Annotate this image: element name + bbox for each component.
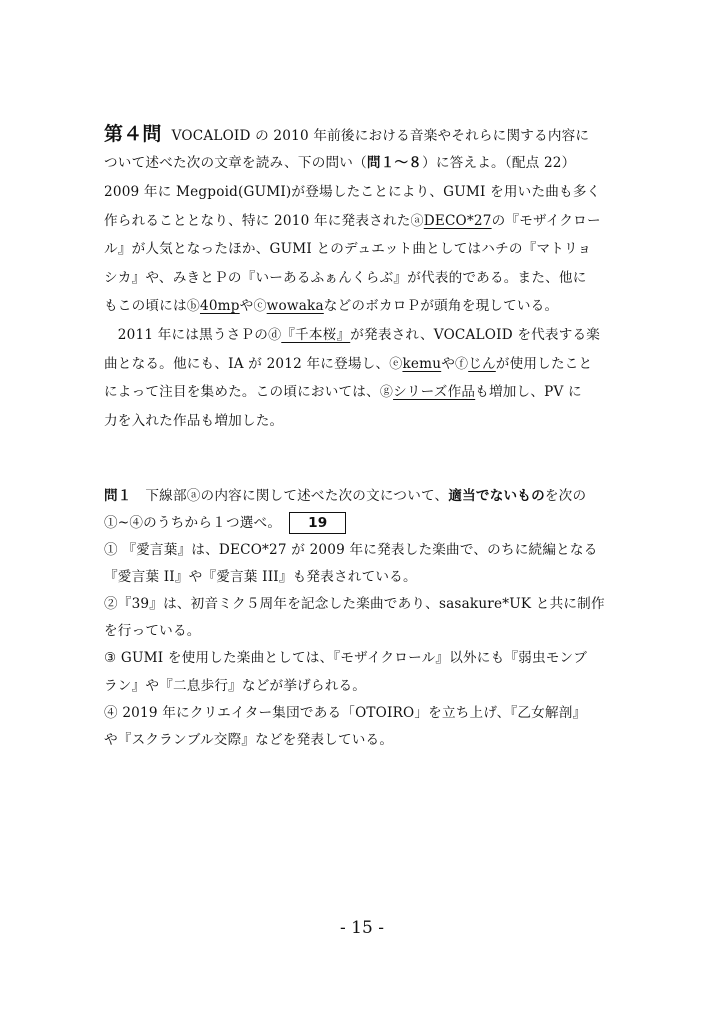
option-3: ③ GUMI を使用した楽曲としては、『モザイクロール』以外にも『弱虫モンブ [104,650,588,666]
underline-b: 40mp [199,298,240,314]
question-header [104,124,624,146]
section-title: 第４問 [104,123,162,145]
marker-g: ⓖ [379,385,394,400]
passage-line-2: 作られることとなり、特に 2010 年に発表されたⓐDECO*27の『モザイクロー [104,213,601,229]
underline-g: シリーズ作品 [393,384,476,400]
option-1: ① 『愛言葉』は、DECO*27 が 2009 年に発表した楽曲で、のちに続編となる [104,542,598,558]
marker-d: ⓓ [268,328,282,343]
option-4: ④ 2019 年にクリエイター集団である「OTOIRO」を立ち上げ、『乙女解剖』 [104,705,587,721]
marker-b: ⓑ [186,299,200,314]
marker-a: ⓐ [410,214,424,229]
option-4-cont: や『スクランブル交際』などを発表している。 [104,732,394,748]
marker-e: ⓔ [389,357,403,372]
page-number: - 15 - [340,918,384,938]
option-2-cont: を行っている。 [104,623,201,639]
option-2: ②『39』は、初音ミク５周年を記念した楽曲であり、sasakure*UK と共に制作 [104,596,605,612]
answer-box[interactable]: 19 [289,512,346,534]
passage-line-4: シカ』や、みきとＰの『いーあるふぁんくらぶ』が代表的である。また、他に [104,270,587,286]
header-line-2: ついて述べた次の文章を読み、下の問い（問１～８）に答えよ。（配点 22） [104,155,576,171]
underline-f: じん [468,356,496,372]
question-1-stem-2: ①~④のうちから１つ選べ。 19 [104,512,624,534]
passage-line-5: もこの頃にはⓑ40mpやⓒwowakaなどのボカロＰが頭角を現している。 [104,298,559,314]
header-line-1: VOCALOID の 2010 年前後における音楽やそれらに関する内容に [171,128,590,144]
underline-e: kemu [402,356,442,372]
underline-c: wowaka [266,298,324,314]
passage-line-3: ル』が人気となったほか、GUMI とのデュエット曲としてはハチの『マトリョ [104,241,592,257]
marker-c: ⓒ [253,299,267,314]
underline-d: 『千本桜』 [281,327,351,343]
option-3-cont: ラン』や『二息歩行』などが挙げられる。 [104,678,367,694]
marker-f: ⓕ [454,357,469,372]
question-emphasis: 適当でないもの [448,488,545,504]
passage-line-6: 2011 年には黒うさＰのⓓ『千本桜』が発表され、VOCALOID を代表する楽 [104,327,601,343]
option-1-cont: 『愛言葉 II』や『愛言葉 III』も発表されている。 [104,569,417,585]
question-1-stem: 問１ 下線部ⓐの内容に関して述べた次の文について、適当でないものを次の [104,488,587,504]
passage-line-9: 力を入れた作品も増加した。 [104,413,284,429]
passage-line-7: 曲となる。他にも、IA が 2012 年に登場し、ⓔkemuやⓕじんが使用したこと [104,356,593,372]
underline-a: DECO*27 [423,213,492,229]
passage-line-1: 2009 年に Megpoid(GUMI)が登場したことにより、GUMI を用いた曲も多く [104,184,601,200]
question-range: 問１～８ [366,155,423,171]
question-label: 問１ [104,488,132,504]
passage-line-8: によって注目を集めた。この頃においては、ⓖシリーズ作品も増加し、PV に [104,384,582,400]
